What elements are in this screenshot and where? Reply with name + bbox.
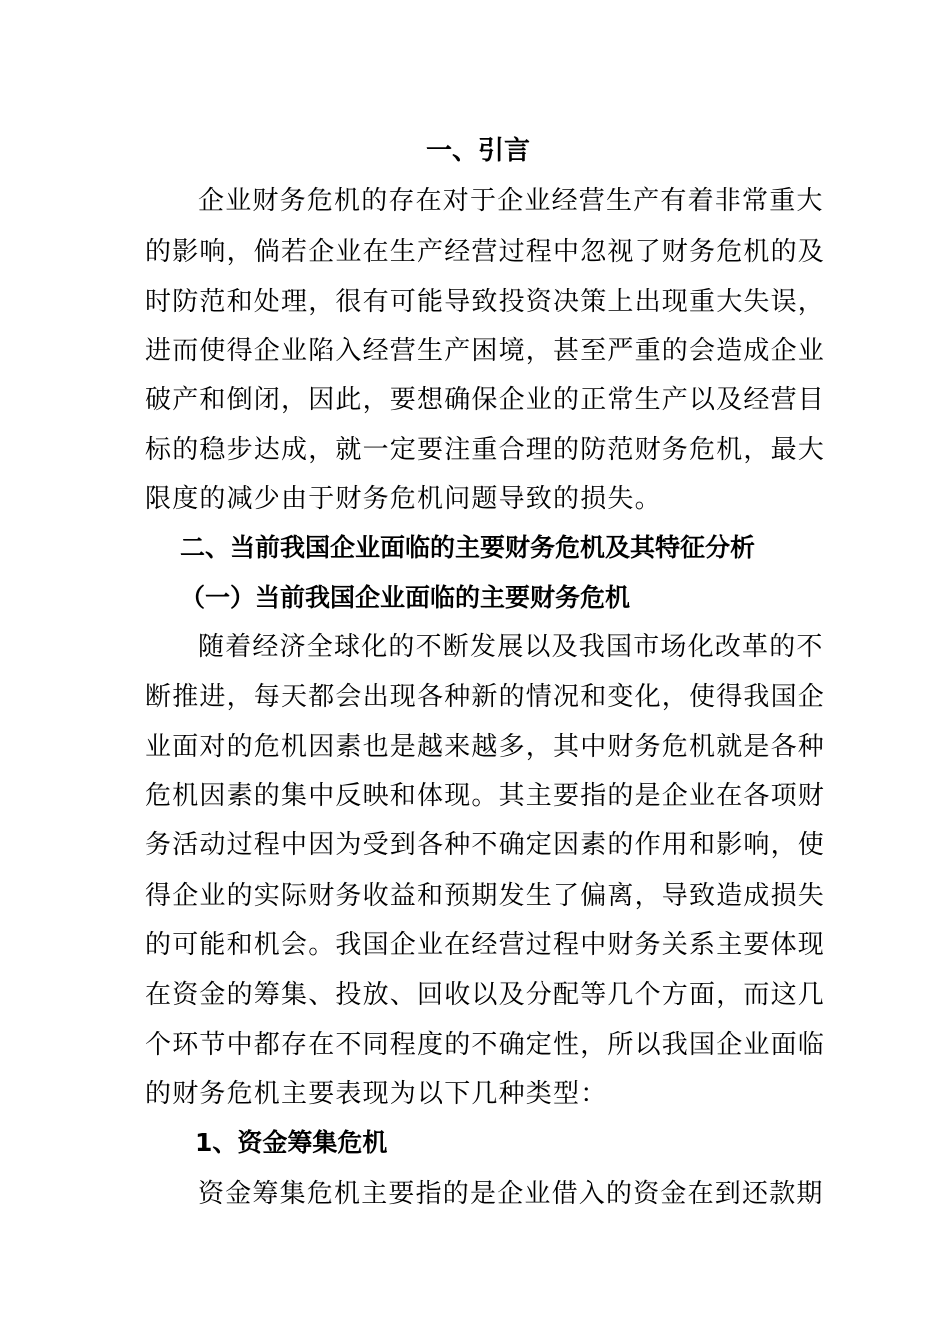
paragraph-line: 时防范和处理，很有可能导致投资决策上出现重大失误， bbox=[145, 287, 826, 317]
section-heading-crisis-analysis: 二、当前我国企业面临的主要财务危机及其特征分析 bbox=[180, 533, 756, 562]
subsection-heading-financing-crisis: 1、资金筹集危机 bbox=[195, 1128, 388, 1157]
paragraph-line: 危机因素的集中反映和体现。其主要指的是企业在各项财 bbox=[145, 781, 826, 811]
paragraph-line: 个环节中都存在不同程度的不确定性，所以我国企业面临 bbox=[145, 1030, 826, 1060]
paragraph-line: 资金筹集危机主要指的是企业借入的资金在到还款期 bbox=[198, 1179, 824, 1209]
paragraph-line: 破产和倒闭，因此，要想确保企业的正常生产以及经营目 bbox=[145, 385, 826, 415]
paragraph-line: 的影响，倘若企业在生产经营过程中忽视了财务危机的及 bbox=[145, 237, 826, 267]
paragraph-line: 的可能和机会。我国企业在经营过程中财务关系主要体现 bbox=[145, 930, 826, 960]
paragraph-line: 在资金的筹集、投放、回收以及分配等几个方面，而这几 bbox=[145, 980, 826, 1010]
paragraph-line: 的财务危机主要表现为以下几种类型： bbox=[145, 1079, 608, 1109]
section-heading-introduction: 一、引言 bbox=[426, 136, 531, 166]
paragraph-line: 断推进，每天都会出现各种新的情况和变化，使得我国企 bbox=[145, 682, 826, 712]
paragraph-line: 业面对的危机因素也是越来越多，其中财务危机就是各种 bbox=[145, 732, 826, 762]
paragraph-line: 企业财务危机的存在对于企业经营生产有着非常重大 bbox=[198, 186, 824, 216]
paragraph-line: 进而使得企业陷入经营生产困境，甚至严重的会造成企业 bbox=[145, 336, 826, 366]
paragraph-line: 标的稳步达成，就一定要注重合理的防范财务危机，最大 bbox=[145, 435, 826, 465]
paragraph-line: 限度的减少由于财务危机问题导致的损失。 bbox=[145, 484, 662, 514]
paragraph-line: 务活动过程中因为受到各种不确定因素的作用和影响，使 bbox=[145, 830, 826, 860]
subsection-heading-main-crises: （一）当前我国企业面临的主要财务危机 bbox=[180, 583, 631, 612]
paragraph-line: 得企业的实际财务收益和预期发生了偏离，导致造成损失 bbox=[145, 881, 826, 911]
paragraph-line: 随着经济全球化的不断发展以及我国市场化改革的不 bbox=[198, 632, 824, 662]
